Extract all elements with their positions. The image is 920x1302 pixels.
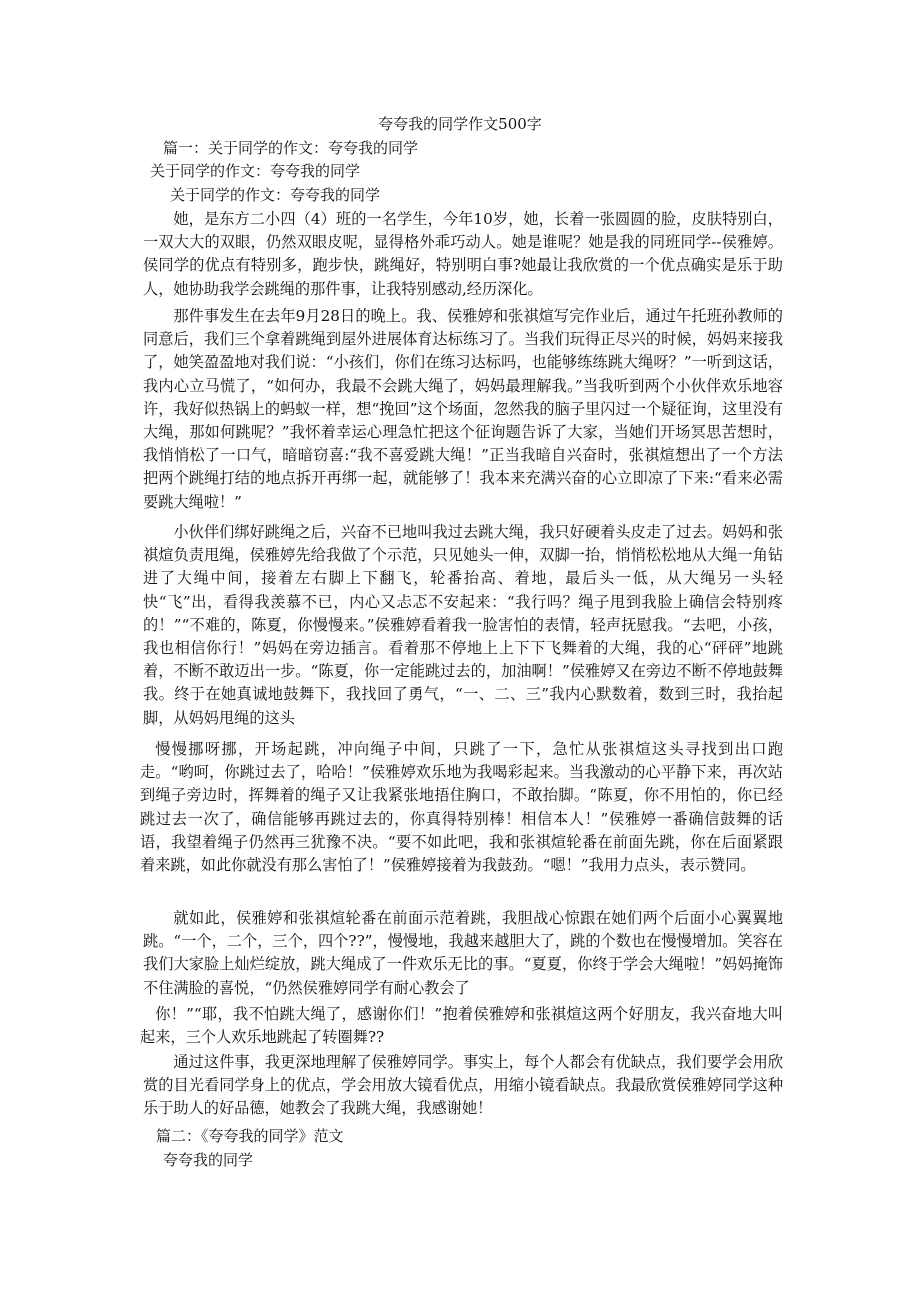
paragraph-7: 通过这件事，我更深地理解了侯雅婷同学。事实上，每个人都会有优缺点，我们要学会用欣赏的目光看同学身上的优点，学会用放大镜看优点，用缩小镜看缺点。我最欣赏侯雅婷同学这种乐于助人的好品德，她教会了我跳大绳，我感谢她！ bbox=[143, 1053, 783, 1118]
subheading-3: 夸夸我的同学 bbox=[163, 1151, 254, 1169]
paragraph-1: 她，是东方二小四（4）班的一名学生，今年10岁，她，长着一张圆圆的脸，皮肤特别白，一双大大的双眼，仍然双眼皮呢，显得格外乖巧动人。她是谁呢？她是我的同班同学--侯雅婷。侯同学的优点有特别多，跑步快，跳绳好，特别明白事?她最让我欣赏的一个优点确实是乐于助人，她协助我学会跳绳的那件事，让我特别感动,经历深化。 bbox=[143, 210, 783, 298]
paragraph-6: 你！”“耶，我不怕跳大绳了，感谢你们！”抱着侯雅婷和张祺煊这两个好朋友，我兴奋地大叫起来，三个人欢乐地跳起了转圈舞?? bbox=[140, 1005, 783, 1047]
paragraph-2: 那件事发生在去年9月28日的晚上。我、侯雅婷和张祺煊写完作业后，通过午托班孙教师的同意后，我们三个拿着跳绳到屋外进展体育达标练习了。当我们玩得正尽兴的时候，妈妈来接我了，她笑盈盈地对我们说：“小孩们，你们在练习达标吗，也能够练练跳大绳呀？”一听到这话，我内心立马慌了，“如何办，我最不会跳大绳了，妈妈最理解我。”当我听到两个小伙伴欢乐地容许，我好似热锅上的蚂蚁一样，想“挽回”这个场面，忽然我的脑子里闪过一个疑征询，这里没有大绳，那如何跳呢？”我怀着幸运心理急忙把这个征询题告诉了大家，当她们开场冥思苦想时，我悄悄松了一口气，暗暗窃喜:“我不喜爱跳大绳！”正当我暗自兴奋时，张祺煊想出了一个方法 把两个跳绳打结的地点拆开再绑一起，就能够了！我本来充满兴奋的心立即凉了下来:“看来必需要跳大绳啦！” bbox=[143, 307, 783, 511]
paragraph-5: 就如此，侯雅婷和张祺煊轮番在前面示范着跳，我胆战心惊跟在她们两个后面小心翼翼地跳。“一个，二个，三个，四个??”，慢慢地，我越来越胆大了，跳的个数也在慢慢增加。笑容在我们大家脸上灿烂绽放，跳大绳成了一件欢乐无比的事。“夏夏，你终于学会大绳啦！”妈妈掩饰不住满脸的喜悦，“仍然侯雅婷同学有耐心教会了 bbox=[143, 909, 783, 997]
section-heading-1: 篇一：关于同学的作文：夸夸我的同学 bbox=[163, 139, 419, 157]
subheading-2: 关于同学的作文：夸夸我的同学 bbox=[170, 186, 381, 204]
section-heading-2: 篇二：《夸夸我的同学》范文 bbox=[156, 1127, 344, 1145]
subheading-1: 关于同学的作文：夸夸我的同学 bbox=[150, 162, 361, 180]
paragraph-4: 慢慢挪呀挪，开场起跳，冲向绳子中间，只跳了一下，急忙从张祺煊这头寻找到出口跑走。“哟呵，你跳过去了，哈哈！”侯雅婷欢乐地为我喝彩起来。当我激动的心平静下来，再次站到绳子旁边时，挥舞着的绳子又让我紧张地捂住胸口，不敢抬脚。“陈夏，你不用怕的，你已经跳过去一次了，确信能够再跳过去的，你真得特别棒！相信本人！”侯雅婷一番确信鼓舞的话语，我望着绳子仍然再三犹豫不决。“要不如此吧，我和张祺煊轮番在前面先跳，你在后面紧跟着来跳，如此你就没有那么害怕了！”侯雅婷接着为我鼓劲。“嗯！”我用力点头，表示赞同。 bbox=[140, 740, 783, 875]
paragraph-3: 小伙伴们绑好跳绳之后，兴奋不已地叫我过去跳大绳，我只好硬着头皮走了过去。妈妈和张祺煊负责甩绳，侯雅婷先给我做了个示范，只见她头一伸，双脚一抬，悄悄松松地从大绳一角钻进了大绳中间，接着左右脚上下翻飞，轮番抬高、着地，最后头一低，从大绳另一头轻快“飞”出，看得我羡慕不已，内心又忐忑不安起来：“我行吗？绳子甩到我脸上确信会特别疼的！”“不难的，陈夏，你慢慢来。”侯雅婷看着我一脸害怕的表情，轻声抚慰我。“去吧，小孩，我也相信你行！”妈妈在旁边插言。看着那不停地上上下下飞舞着的大绳，我的心“砰砰”地跳着，不断不敢迈出一步。“陈夏，你一定能跳过去的，加油啊！”侯雅婷又在旁边不断不停地鼓舞我。终于在她真诚地鼓舞下，我找回了勇气，“一、二、三”我内心默数着，数到三时，我抬起脚，从妈妈甩绳的这头 bbox=[143, 523, 783, 727]
document-title: 夸夸我的同学作文500字 bbox=[378, 115, 542, 133]
